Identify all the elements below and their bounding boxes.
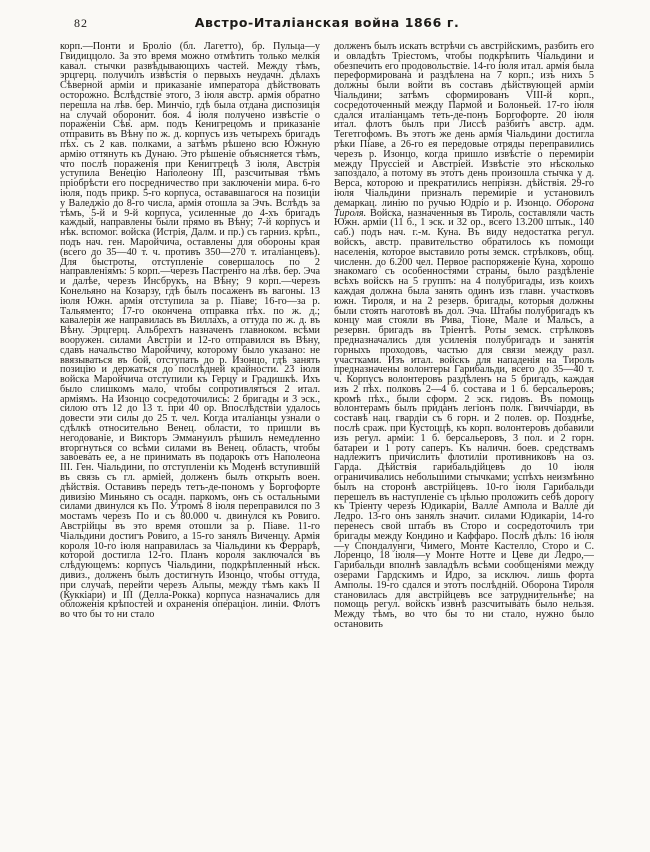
page-header (60, 12, 594, 38)
section-heading-oborona-tirolya: Оборона Тироля. (334, 197, 594, 219)
right-column (334, 42, 594, 630)
left-column: корп.—Понти и Броліо (бл. Лагетто), бр. Пульца—у Гвидиццоло. За это время можно отмѣтить только мелкія кавал. стычки развѣдывающихъ частей. Между тѣмъ, эрцгерц. получилъ извѣстія о первыхъ неудачн. дѣлахъ Сѣверной арміи и приказаніе императора дѣйствовать осторожно. Вслѣдствіе этого, 3 іюля австр. армія обратно перешла на лѣв. бер. Минчіо, гдѣ была отдана диспозиція на случай оборонит. боя. 4 іюля получено извѣстіе о пораженіи Сѣв. арм. подъ Кенигрецомъ и приказаніе отправить въ Вѣну по ж. д. корпусъ изъ четырехъ бригадъ пѣх. съ 2 кав. полками, а затѣмъ рѣшено всю Южную армію оттянуть къ Дунаю. Это рѣшеніе объясняется тѣмъ, что послѣ пораженія при Кениггрецѣ 3 іюля, Австрія уступила Венецію Наполеону III, разсчитывая тѣмъ пріобрѣсти его посредничество при заключеніи мира. 6-го іюля, подъ прикр. 5-го корпуса, остававшагося на позиціи у Валеджіо до 8-го числа, армія отошла за Эчъ. Вслѣдъ за тѣмъ, 5-й и 9-й корпуса, усиленные до 4-хъ бригадъ каждый, направлены были прямо въ Вѣну; 7-й корпусъ и нѣк. вспомог. войска (Истрія, Далм. и пр.) съ гарниз. крѣп., подъ нач. ген. Маройчича, оставлены для обороны края (всего до 35—40 т. ч. противъ 350—270 т. италіанцевъ). Для быстроты, отступленіе совершалось по 2 направленіямъ: 5 корп.—черезъ Пастренго на лѣв. бер. Эча и далѣе, черезъ Инсбрукъ, на Вѣну; 9 корп.—черезъ Конельяно на Козарзу, гдѣ былъ посаженъ въ вагоны. 13 іюля Южн. армія отступила за р. Піаве; 16-го—за р. Тальяменто; 17-го окончена отправка пѣх. по ж. д.; кавалерія же направилась въ Виллахъ, а оттуда по ж. д. въ Вѣну. Эрцгерц. Альбрехтъ назначенъ главноком. всѣми вооружен. силами Австріи и 12-го отправился въ Вѣну, сдавъ начальство Маройчичу, которому было указано: не ввязываться въ бой, отступать до р. Изонцо, гдѣ занять позицію и держаться до послѣдней крайности. 23 іюля войска Маройчича отступили къ Герцу и Градишкѣ. Ихъ было слишкомъ мало, чтобы сопротивляться 2 итал. арміямъ. На Изонцо сосредоточились: 2 бригады и 3 эск., силою отъ 12 до 13 т. при 40 ор. Впослѣдствіи удалось довести эти силы до 25 т. чел. Когда италіанцы узнали о сдѣлкѣ относительно Венец. области, то пришли въ негодованіе, и Викторъ Эммануилъ рѣшилъ немедленно вторгнуться со всѣми силами въ Венец. область, чтобы завоевать ее, а не принимать въ подарокъ отъ Наполеона III. Ген. Чіальдини, по отступленіи къ Моденѣ вступившій въ связь съ гл. арміей, долженъ былъ открыть воен. дѣйствія. Оставивъ передъ тетъ-де-пономъ у Боргофорте дивизію Миньяно съ осадн. паркомъ, онъ съ остальными силами двинулся къ По. Утромъ 8 іюля переправился по 3 мостамъ черезъ По и съ 80.000 ч. двинулся къ Ровиго. Австрійцы въ это время отошли за р. Піаве. 11-го Чіальдини достигъ Ровиго, а 15-го занялъ Виченцу. Армія короля 10-го іюля направилась за Чіальдини къ Феррарѣ, которой достигла 12-го. Планъ короля заключался въ слѣдующемъ: корпусъ Чіальдини, подкрѣпленный нѣск. дивиз., долженъ былъ достигнуть Изонцо, чтобы оттуда, при случаѣ, перейти черезъ Альпы, между тѣмъ какъ II (Куккіари) и III (Делла-Рокка) корпуса назначались для обложенія крѣпостей и охраненія операціон. линіи. Флотъ во что бы то ни стало (60, 41, 320, 621)
right-column-text-before: долженъ былъ искать встрѣчи съ австрійскимъ, разбить его и овладѣть Тріестомъ, чтобы подкрѣпить Чіальдини и обезпечить его продовольствіе. 14-го іюля итал. армія была переформирована и раздѣлена на 7 корп.; изъ нихъ 5 должны были войти въ составъ дѣйствующей арміи Чіальдини; затѣмъ сформированъ VIII-й корп., сосредоточенный между Пармой и Болоньей. 17-го іюля сдался италіанцамъ теть-де-понъ Боргофорте. 20 іюля итал. флотъ былъ при Лиссѣ разбитъ австр. адм. Тегетгофомъ. Въ этотъ же день армія Чіальдини достигла рѣки Піаве, а 26-го ея передовые отряды переправились черезъ р. Изонцо, когда пришло извѣстіе о перемиріи между Пруссіей и Австріей. Извѣстіе это нѣсколько запоздало, а потому въ этотъ день произошла стычка у д. Верса, которою и прекратились непріязн. дѣйствія. 29-го іюля Чіальдини призналъ перемиріе и установилъ демаркац. линію по ручью Юдріо и р. Изонцо. (334, 41, 594, 209)
running-title: Австро-Италіанская война 1866 г. (194, 15, 460, 30)
text-columns (60, 42, 594, 630)
right-column-text-after: Войска, назначенныя въ Тироль, составляли часть Южн. арміи (11 б., 1 эск. и 32 ор., всего 13.200 штык., 140 саб.) подъ нач. г.-м. Куна. Въ виду недостатка регул. войскъ, австр. правительство обратилось къ помощи населенія, которое выставило роты земск. стрѣлковъ, общ. численн. до 6.200 чел. Первое распоряженіе Куна, хорошо знакомаго съ особенностями страны, было раздѣленіе всѣхъ войскъ на 5 группъ: на 4 полубригады, изъ коихъ каждая должна была занять одинъ изъ главн. участковъ южн. Тироля, и на 2 резерв. бригады, которыя должны были стоять наготовѣ въ дол. Эча. Штабы полубригадъ къ концу мая стояли въ Рива, Тіоне, Мале и Мальсъ, а резервн. бригадъ въ Тріентѣ. Роты земск. стрѣлковъ предназначались для усиленія полубригадъ и занятія горныхъ проходовъ, частью для связи между разл. участками. Изъ итал. войскъ для нападенія на Тироль предназначены волонтеры Гарибальди, всего до 35—40 т. ч. Корпусъ волонтеровъ раздѣленъ на 5 бригадъ, каждая изъ 2 пѣх. полковъ 2—4 б. состава и 1 б. берсальеровъ; кромѣ пѣх., были сформ. 2 эск. гидовъ. Въ помощь волонтерамъ былъ приданъ легіонъ полк. Гвиччіарди, въ составѣ нац. гвардіи съ 6 горн. и 2 полев. ор. Позднѣе, послѣ сраж. при Кустоццѣ, къ корп. волонтеровъ добавили изъ регул. арміи: 1 б. берсальеровъ, 3 пол. и 2 горн. батареи и 1 роту саперъ. Къ наличн. боев. средствамъ надлежитъ причислить флотиліи противниковъ на оз. Гарда. Дѣйствія гарибальдійцевъ до 10 іюля ограничивались небольшими стычками; успѣхъ неизмѣнно былъ на сторонѣ австрійцевъ. 10-го іюля Гарибальди перешелъ въ наступленіе съ цѣлью проложить себѣ дорогу къ Тріенту черезъ Юдикаріи, Валле Ампола и Валле ди Ледро. 13-го онъ занялъ значит. силами Юдикаріи, 14-го перенесъ свой штабъ въ Сторо и сосредоточилъ три бригады между Кондино и Каффаро. Послѣ дѣлъ: 16 іюля—у Спондалунги, Чимего, Монте Кастелло, Сторо и С. Лоренцо, 18 іюля—у Монте Нотте и Цеве ди Ледро,—Гарибальди вполнѣ завладѣлъ всѣми сообщеніями между озерами Гардскимъ и Идро, за исключ. лишь форта Амполы. 19-го сдался и этотъ послѣдній. Оборона Тироля становилась для австрійцевъ все затруднительнѣе; на помощь регул. войскъ извнѣ разсчитывать было нельзя. Между тѣмъ, во что бы то ни стало, нужно было остановить (334, 207, 594, 631)
page-number: 82 (74, 16, 88, 30)
